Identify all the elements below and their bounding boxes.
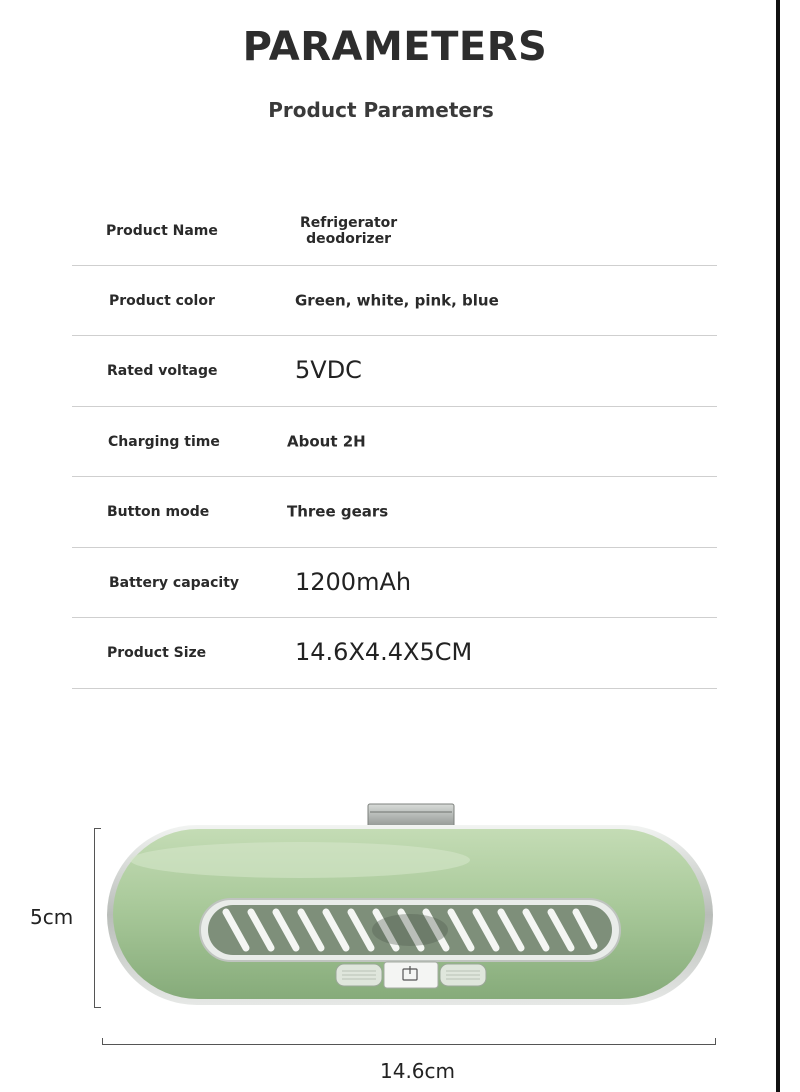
table-row xyxy=(72,407,717,477)
table-row xyxy=(72,196,717,266)
param-value: About 2H xyxy=(287,431,366,450)
parameters-table xyxy=(72,196,717,689)
product-illustration xyxy=(0,790,800,1092)
param-value-line: deodorizer xyxy=(306,230,392,247)
param-label: Rated voltage xyxy=(107,363,218,379)
param-label: Product color xyxy=(109,292,215,309)
width-dimension-label: 14.6cm xyxy=(380,1059,456,1083)
param-label: Product Name xyxy=(106,222,218,239)
page-subtitle: Product Parameters xyxy=(268,98,494,122)
param-label: Product Size xyxy=(107,645,207,661)
param-value: Three gears xyxy=(287,502,389,521)
table-row xyxy=(72,266,717,336)
table-row xyxy=(72,548,717,618)
param-label: Button mode xyxy=(107,504,210,520)
param-value-line: Refrigerator xyxy=(300,214,398,231)
table-row xyxy=(72,336,717,407)
table-row xyxy=(72,618,717,689)
width-dimension-line xyxy=(102,1038,716,1045)
param-value: 14.6X4.4X5CM xyxy=(295,638,473,667)
table-row xyxy=(72,477,717,548)
height-dimension-label: 5cm xyxy=(30,905,74,929)
param-value xyxy=(300,214,397,246)
page-title: PARAMETERS xyxy=(242,24,548,70)
param-value: Green, white, pink, blue xyxy=(295,290,499,309)
power-button xyxy=(384,962,438,988)
param-value: 5VDC xyxy=(295,356,362,385)
mount-clip xyxy=(368,804,454,828)
param-label: Charging time xyxy=(108,433,220,450)
param-label: Battery capacity xyxy=(109,574,240,591)
height-dimension-line xyxy=(94,828,101,1008)
param-value: 1200mAh xyxy=(295,567,412,596)
